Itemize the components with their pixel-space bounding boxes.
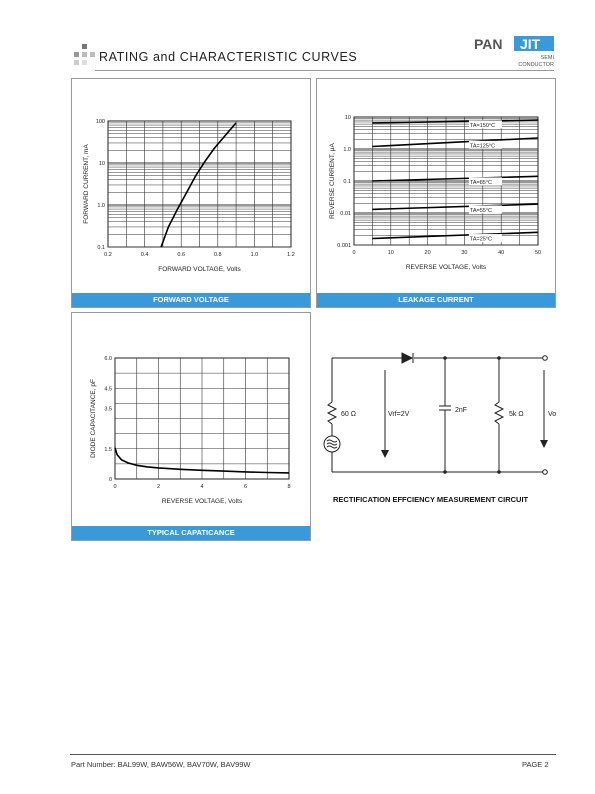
- x-tick-label: 8: [287, 484, 291, 490]
- leakage-current-banner: LEAKAGE CURRENT: [317, 293, 555, 307]
- measurement-circuit: [318, 346, 558, 478]
- r1-label: 60 Ω: [341, 411, 356, 418]
- x-tick-label: 0: [113, 484, 117, 490]
- series-line: [372, 176, 538, 181]
- y-axis-label: DIODE CAPACITANCE, pF: [90, 379, 97, 458]
- r2-label: 5k Ω: [509, 411, 524, 418]
- series-line: [372, 120, 538, 123]
- forward-voltage-banner: FORWARD VOLTAGE: [72, 293, 310, 307]
- capacitance-banner: TYPICAL CAPATICANCE: [72, 526, 310, 540]
- series-label: TA=150°C: [469, 122, 496, 129]
- header-squares-icon: [74, 44, 96, 66]
- y-tick-label: 0: [108, 477, 112, 483]
- page-title: RATING and CHARACTERISTIC CURVES: [99, 50, 358, 64]
- x-tick-label: 10: [387, 250, 394, 256]
- leakage-current-panel: [316, 78, 556, 308]
- circuit-caption: RECTIFICATION EFFCIENCY MEASUREMENT CIRCUIT: [333, 495, 529, 504]
- series-label: TA=125°C: [469, 143, 496, 150]
- c1-label: 2nF: [455, 407, 468, 414]
- x-tick-label: 30: [461, 250, 468, 256]
- leakage-current-chart: [317, 79, 555, 291]
- y-axis-label: FORWARD CURRENT, mA: [83, 144, 90, 224]
- logo-brand-left: PAN: [474, 36, 503, 52]
- x-tick-label: 4: [200, 484, 204, 490]
- x-axis-label: REVERSE VOLTAGE, Volts: [405, 264, 487, 271]
- y-tick-label: 0.001: [337, 243, 351, 249]
- forward-voltage-chart: [72, 79, 310, 291]
- y-tick-label: 1.0: [97, 203, 105, 209]
- panjit-logo: [474, 36, 554, 68]
- x-tick-label: 0.2: [104, 252, 112, 258]
- x-tick-label: 0: [352, 250, 356, 256]
- x-axis-label: REVERSE VOLTAGE, Volts: [161, 498, 243, 505]
- capacitance-chart: [72, 313, 310, 524]
- x-axis-label: FORWARD VOLTAGE, Volts: [158, 266, 241, 273]
- logo-line2: CONDUCTOR: [518, 62, 554, 68]
- x-tick-label: 0.6: [177, 252, 186, 258]
- y-tick-label: 100: [95, 119, 105, 125]
- y-tick-label: 10: [98, 161, 105, 167]
- y-tick-label: 3.5: [104, 406, 112, 413]
- y-tick-label: 4.5: [104, 386, 112, 393]
- x-tick-label: 1.0: [250, 252, 259, 258]
- footer-divider: [70, 754, 556, 755]
- footer-part-number: Part Number: BAL99W, BAW56W, BAV70W, BAV99W: [71, 760, 251, 769]
- y-tick-label: 0.1: [97, 245, 105, 251]
- y-tick-label: 1.0: [343, 147, 351, 153]
- y-tick-label: 1.5: [104, 446, 112, 453]
- x-tick-label: 40: [498, 250, 505, 256]
- y-tick-label: 10: [344, 115, 351, 121]
- vo-label: Vo: [548, 411, 557, 418]
- x-tick-label: 2: [156, 484, 161, 490]
- x-tick-label: 0.8: [213, 252, 222, 258]
- forward-voltage-panel: [71, 78, 311, 308]
- x-tick-label: 6: [243, 484, 248, 490]
- vrf-label: Vrf=2V: [388, 411, 410, 418]
- x-tick-label: 20: [424, 250, 431, 256]
- y-tick-label: 6.0: [104, 356, 112, 362]
- series-label: TA=85°C: [469, 179, 493, 186]
- x-tick-label: 50: [534, 250, 542, 256]
- series-line: [372, 204, 538, 209]
- x-tick-label: 1.2: [287, 252, 295, 258]
- capacitance-panel: [71, 312, 311, 541]
- logo-brand-right: JIT: [520, 36, 541, 52]
- y-axis-label: REVERSE CURRENT, μA: [329, 143, 336, 219]
- y-tick-label: 0.1: [343, 179, 351, 185]
- x-tick-label: 0.4: [140, 252, 149, 258]
- series-label: TA=55°C: [469, 207, 493, 214]
- header-divider: [95, 70, 554, 71]
- y-tick-label: 0.01: [340, 211, 351, 217]
- logo-line1: SEMI: [540, 55, 554, 61]
- series-label: TA=25°C: [469, 236, 493, 243]
- footer-page-number: PAGE 2: [522, 760, 549, 769]
